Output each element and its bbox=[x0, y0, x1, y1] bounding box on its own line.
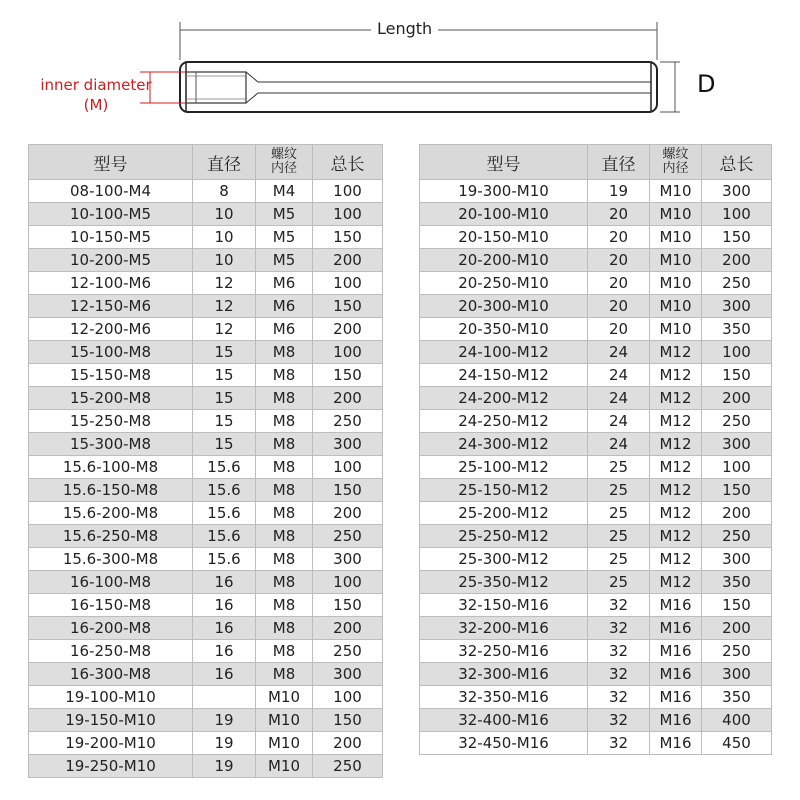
cell-diameter: 32 bbox=[588, 617, 650, 640]
table-row bbox=[420, 732, 772, 755]
table-row bbox=[420, 571, 772, 594]
header-model: 型号 bbox=[29, 145, 193, 180]
table-row bbox=[29, 571, 383, 594]
cell-length: 200 bbox=[702, 617, 772, 640]
cell-model: 12-200-M6 bbox=[29, 318, 193, 341]
cell-model: 25-200-M12 bbox=[420, 502, 588, 525]
cell-length: 100 bbox=[313, 571, 383, 594]
cell-diameter: 25 bbox=[588, 571, 650, 594]
cell-model: 24-200-M12 bbox=[420, 387, 588, 410]
cell-thread: M10 bbox=[650, 272, 702, 295]
header-thread-line1: 螺纹 bbox=[270, 147, 297, 162]
inner-diameter-label bbox=[32, 75, 160, 115]
cell-length: 150 bbox=[313, 709, 383, 732]
table-row bbox=[29, 663, 383, 686]
cell-length: 200 bbox=[313, 318, 383, 341]
table-row bbox=[29, 226, 383, 249]
cell-diameter: 8 bbox=[193, 180, 256, 203]
cell-diameter: 32 bbox=[588, 686, 650, 709]
cell-diameter: 20 bbox=[588, 226, 650, 249]
cell-length: 150 bbox=[313, 479, 383, 502]
cell-thread: M8 bbox=[256, 387, 313, 410]
cell-thread: M12 bbox=[650, 571, 702, 594]
cell-model: 32-400-M16 bbox=[420, 709, 588, 732]
table-row bbox=[420, 318, 772, 341]
cell-diameter: 15 bbox=[193, 387, 256, 410]
cell-thread: M12 bbox=[650, 502, 702, 525]
cell-thread: M10 bbox=[256, 709, 313, 732]
cell-thread: M8 bbox=[256, 410, 313, 433]
cell-diameter: 32 bbox=[588, 732, 650, 755]
table-row bbox=[29, 594, 383, 617]
table-row bbox=[29, 502, 383, 525]
table-row bbox=[420, 594, 772, 617]
cell-diameter: 16 bbox=[193, 571, 256, 594]
cell-length: 200 bbox=[313, 617, 383, 640]
cell-diameter: 24 bbox=[588, 410, 650, 433]
cell-length: 450 bbox=[702, 732, 772, 755]
cell-model: 08-100-M4 bbox=[29, 180, 193, 203]
table-row bbox=[420, 180, 772, 203]
cell-diameter: 25 bbox=[588, 479, 650, 502]
cell-thread: M8 bbox=[256, 341, 313, 364]
cell-model: 20-150-M10 bbox=[420, 226, 588, 249]
cell-model: 10-100-M5 bbox=[29, 203, 193, 226]
cell-length: 250 bbox=[702, 525, 772, 548]
cell-diameter: 19 bbox=[193, 755, 256, 778]
cell-diameter: 12 bbox=[193, 318, 256, 341]
cell-diameter: 15 bbox=[193, 433, 256, 456]
table-row bbox=[29, 272, 383, 295]
cell-thread: M12 bbox=[650, 341, 702, 364]
cell-model: 10-200-M5 bbox=[29, 249, 193, 272]
cell-length: 150 bbox=[313, 594, 383, 617]
table-row bbox=[420, 709, 772, 732]
cell-thread: M8 bbox=[256, 456, 313, 479]
cell-thread: M16 bbox=[650, 686, 702, 709]
cell-thread: M16 bbox=[650, 709, 702, 732]
cell-length: 150 bbox=[702, 594, 772, 617]
cell-model: 25-350-M12 bbox=[420, 571, 588, 594]
table-row bbox=[29, 479, 383, 502]
table-row bbox=[29, 755, 383, 778]
header-diameter: 直径 bbox=[588, 145, 650, 180]
cell-thread: M5 bbox=[256, 226, 313, 249]
cell-length: 150 bbox=[702, 364, 772, 387]
cell-length: 100 bbox=[313, 456, 383, 479]
cell-length: 150 bbox=[313, 295, 383, 318]
header-thread bbox=[256, 145, 313, 180]
cell-length: 250 bbox=[702, 640, 772, 663]
cell-length: 100 bbox=[702, 341, 772, 364]
cell-length: 300 bbox=[702, 663, 772, 686]
cell-thread: M16 bbox=[650, 732, 702, 755]
cell-diameter: 15.6 bbox=[193, 525, 256, 548]
cell-model: 15.6-200-M8 bbox=[29, 502, 193, 525]
cell-diameter: 16 bbox=[193, 617, 256, 640]
cell-model: 19-100-M10 bbox=[29, 686, 193, 709]
cell-model: 15.6-100-M8 bbox=[29, 456, 193, 479]
cell-thread: M8 bbox=[256, 640, 313, 663]
cell-diameter: 10 bbox=[193, 203, 256, 226]
cell-diameter: 32 bbox=[588, 594, 650, 617]
table-row bbox=[420, 617, 772, 640]
cell-length: 300 bbox=[702, 180, 772, 203]
cell-model: 10-150-M5 bbox=[29, 226, 193, 249]
table-row bbox=[420, 548, 772, 571]
table-row bbox=[420, 203, 772, 226]
table-row bbox=[420, 479, 772, 502]
table-row bbox=[29, 249, 383, 272]
cell-diameter: 24 bbox=[588, 364, 650, 387]
cell-thread: M5 bbox=[256, 249, 313, 272]
cell-thread: M8 bbox=[256, 502, 313, 525]
cell-model: 16-100-M8 bbox=[29, 571, 193, 594]
table-row bbox=[420, 272, 772, 295]
cell-length: 300 bbox=[313, 433, 383, 456]
cell-diameter: 15.6 bbox=[193, 548, 256, 571]
header-thread bbox=[650, 145, 702, 180]
header-diameter: 直径 bbox=[193, 145, 256, 180]
cell-diameter: 10 bbox=[193, 249, 256, 272]
cell-model: 15-300-M8 bbox=[29, 433, 193, 456]
cell-length: 200 bbox=[702, 502, 772, 525]
cell-length: 100 bbox=[313, 272, 383, 295]
spec-table-left bbox=[28, 144, 383, 778]
cell-model: 24-300-M12 bbox=[420, 433, 588, 456]
cell-diameter: 20 bbox=[588, 295, 650, 318]
cell-diameter: 15 bbox=[193, 364, 256, 387]
cell-length: 300 bbox=[702, 433, 772, 456]
table-row bbox=[29, 318, 383, 341]
cell-model: 16-300-M8 bbox=[29, 663, 193, 686]
cell-thread: M8 bbox=[256, 617, 313, 640]
table-row bbox=[420, 686, 772, 709]
cell-model: 24-150-M12 bbox=[420, 364, 588, 387]
header-thread-line2: 内径 bbox=[270, 161, 297, 176]
cell-model: 19-300-M10 bbox=[420, 180, 588, 203]
cell-length: 150 bbox=[702, 479, 772, 502]
cell-model: 15-100-M8 bbox=[29, 341, 193, 364]
cell-diameter: 25 bbox=[588, 502, 650, 525]
cell-length: 150 bbox=[313, 226, 383, 249]
cell-length: 300 bbox=[702, 548, 772, 571]
table-row bbox=[420, 295, 772, 318]
cell-length: 300 bbox=[313, 548, 383, 571]
cell-length: 200 bbox=[313, 249, 383, 272]
cell-diameter: 15 bbox=[193, 341, 256, 364]
table-row bbox=[29, 617, 383, 640]
cell-thread: M6 bbox=[256, 272, 313, 295]
cell-thread: M4 bbox=[256, 180, 313, 203]
cell-thread: M8 bbox=[256, 525, 313, 548]
cell-thread: M8 bbox=[256, 594, 313, 617]
cell-model: 15-200-M8 bbox=[29, 387, 193, 410]
cell-thread: M10 bbox=[650, 318, 702, 341]
cell-length: 100 bbox=[702, 456, 772, 479]
cell-thread: M10 bbox=[256, 686, 313, 709]
cell-thread: M5 bbox=[256, 203, 313, 226]
cell-thread: M8 bbox=[256, 548, 313, 571]
cell-length: 150 bbox=[702, 226, 772, 249]
cell-length: 100 bbox=[313, 180, 383, 203]
header-model: 型号 bbox=[420, 145, 588, 180]
table-row bbox=[29, 686, 383, 709]
cell-thread: M10 bbox=[256, 732, 313, 755]
cell-length: 350 bbox=[702, 318, 772, 341]
cell-thread: M12 bbox=[650, 433, 702, 456]
table-row bbox=[29, 410, 383, 433]
table-row bbox=[420, 502, 772, 525]
cell-diameter: 32 bbox=[588, 709, 650, 732]
cell-length: 250 bbox=[313, 525, 383, 548]
table-row bbox=[29, 180, 383, 203]
cell-model: 20-100-M10 bbox=[420, 203, 588, 226]
cell-model: 24-250-M12 bbox=[420, 410, 588, 433]
table-row bbox=[420, 663, 772, 686]
cell-diameter: 20 bbox=[588, 318, 650, 341]
cell-model: 19-200-M10 bbox=[29, 732, 193, 755]
table-row bbox=[29, 548, 383, 571]
cell-thread: M16 bbox=[650, 617, 702, 640]
cell-model: 20-250-M10 bbox=[420, 272, 588, 295]
table-row bbox=[420, 341, 772, 364]
diameter-label: D bbox=[697, 70, 716, 98]
cell-model: 20-300-M10 bbox=[420, 295, 588, 318]
cell-diameter: 20 bbox=[588, 203, 650, 226]
cell-model: 20-200-M10 bbox=[420, 249, 588, 272]
cell-thread: M12 bbox=[650, 548, 702, 571]
table-header-row bbox=[420, 145, 772, 180]
cell-thread: M16 bbox=[650, 594, 702, 617]
cell-diameter bbox=[193, 686, 256, 709]
cell-model: 25-300-M12 bbox=[420, 548, 588, 571]
cell-diameter: 25 bbox=[588, 548, 650, 571]
table-row bbox=[420, 226, 772, 249]
cell-model: 16-150-M8 bbox=[29, 594, 193, 617]
cell-length: 100 bbox=[313, 341, 383, 364]
table-row bbox=[29, 387, 383, 410]
cell-diameter: 15.6 bbox=[193, 456, 256, 479]
length-label: Length bbox=[371, 19, 438, 38]
cell-thread: M16 bbox=[650, 663, 702, 686]
cell-thread: M12 bbox=[650, 525, 702, 548]
cell-length: 250 bbox=[702, 410, 772, 433]
cell-diameter: 25 bbox=[588, 525, 650, 548]
table-row bbox=[420, 364, 772, 387]
cell-diameter: 20 bbox=[588, 272, 650, 295]
cell-length: 250 bbox=[313, 640, 383, 663]
spec-table-right bbox=[419, 144, 772, 755]
inner-diameter-line1: inner diameter bbox=[40, 76, 152, 94]
cell-thread: M10 bbox=[650, 226, 702, 249]
cell-length: 300 bbox=[313, 663, 383, 686]
header-thread-line2: 内径 bbox=[662, 161, 689, 176]
cell-model: 32-150-M16 bbox=[420, 594, 588, 617]
cell-diameter: 32 bbox=[588, 640, 650, 663]
cell-model: 15-250-M8 bbox=[29, 410, 193, 433]
cell-model: 19-150-M10 bbox=[29, 709, 193, 732]
cell-model: 15.6-150-M8 bbox=[29, 479, 193, 502]
header-thread-line1: 螺纹 bbox=[662, 147, 689, 162]
cell-thread: M10 bbox=[650, 203, 702, 226]
cell-model: 25-100-M12 bbox=[420, 456, 588, 479]
cell-thread: M12 bbox=[650, 479, 702, 502]
cell-thread: M10 bbox=[650, 249, 702, 272]
cell-length: 250 bbox=[702, 272, 772, 295]
cell-diameter: 12 bbox=[193, 272, 256, 295]
cell-thread: M8 bbox=[256, 364, 313, 387]
cell-model: 32-200-M16 bbox=[420, 617, 588, 640]
cell-diameter: 10 bbox=[193, 226, 256, 249]
cell-length: 100 bbox=[313, 686, 383, 709]
cell-length: 350 bbox=[702, 571, 772, 594]
table-row bbox=[420, 640, 772, 663]
cell-model: 32-250-M16 bbox=[420, 640, 588, 663]
table-row bbox=[420, 525, 772, 548]
table-row bbox=[420, 410, 772, 433]
table-row bbox=[420, 456, 772, 479]
cell-model: 19-250-M10 bbox=[29, 755, 193, 778]
cell-thread: M8 bbox=[256, 663, 313, 686]
cell-length: 150 bbox=[313, 364, 383, 387]
table-row bbox=[29, 433, 383, 456]
cell-diameter: 15 bbox=[193, 410, 256, 433]
cell-thread: M8 bbox=[256, 433, 313, 456]
cell-length: 100 bbox=[702, 203, 772, 226]
table-row bbox=[29, 203, 383, 226]
cell-diameter: 16 bbox=[193, 640, 256, 663]
cell-thread: M12 bbox=[650, 456, 702, 479]
table-row bbox=[29, 341, 383, 364]
cell-length: 250 bbox=[313, 410, 383, 433]
table-row bbox=[29, 295, 383, 318]
cell-length: 200 bbox=[313, 502, 383, 525]
cell-model: 16-200-M8 bbox=[29, 617, 193, 640]
cell-thread: M10 bbox=[256, 755, 313, 778]
cell-thread: M12 bbox=[650, 410, 702, 433]
inner-diameter-line2: (M) bbox=[83, 96, 109, 114]
cell-model: 15.6-300-M8 bbox=[29, 548, 193, 571]
cell-thread: M16 bbox=[650, 640, 702, 663]
cell-diameter: 19 bbox=[193, 732, 256, 755]
cell-model: 32-450-M16 bbox=[420, 732, 588, 755]
cell-model: 25-250-M12 bbox=[420, 525, 588, 548]
cell-length: 250 bbox=[313, 755, 383, 778]
cell-diameter: 24 bbox=[588, 433, 650, 456]
cell-length: 350 bbox=[702, 686, 772, 709]
table-row bbox=[420, 249, 772, 272]
cell-thread: M10 bbox=[650, 180, 702, 203]
table-row bbox=[29, 364, 383, 387]
cell-diameter: 16 bbox=[193, 594, 256, 617]
cell-thread: M6 bbox=[256, 295, 313, 318]
cell-model: 16-250-M8 bbox=[29, 640, 193, 663]
cell-model: 12-100-M6 bbox=[29, 272, 193, 295]
header-length: 总长 bbox=[702, 145, 772, 180]
cell-diameter: 12 bbox=[193, 295, 256, 318]
cell-model: 15-150-M8 bbox=[29, 364, 193, 387]
cell-diameter: 19 bbox=[193, 709, 256, 732]
table-row bbox=[420, 433, 772, 456]
cell-thread: M10 bbox=[650, 295, 702, 318]
pin-diagram bbox=[0, 0, 800, 135]
cell-length: 200 bbox=[313, 387, 383, 410]
cell-thread: M8 bbox=[256, 571, 313, 594]
cell-diameter: 20 bbox=[588, 249, 650, 272]
cell-length: 200 bbox=[702, 249, 772, 272]
table-row bbox=[29, 640, 383, 663]
table-row bbox=[29, 525, 383, 548]
header-length: 总长 bbox=[313, 145, 383, 180]
cell-model: 15.6-250-M8 bbox=[29, 525, 193, 548]
table-row bbox=[420, 387, 772, 410]
cell-length: 300 bbox=[702, 295, 772, 318]
cell-diameter: 24 bbox=[588, 387, 650, 410]
cell-model: 32-350-M16 bbox=[420, 686, 588, 709]
cell-diameter: 19 bbox=[588, 180, 650, 203]
cell-diameter: 15.6 bbox=[193, 479, 256, 502]
cell-length: 200 bbox=[313, 732, 383, 755]
cell-thread: M8 bbox=[256, 479, 313, 502]
cell-diameter: 16 bbox=[193, 663, 256, 686]
cell-diameter: 15.6 bbox=[193, 502, 256, 525]
cell-length: 200 bbox=[702, 387, 772, 410]
table-header-row bbox=[29, 145, 383, 180]
cell-thread: M12 bbox=[650, 364, 702, 387]
cell-diameter: 32 bbox=[588, 663, 650, 686]
table-row bbox=[29, 456, 383, 479]
cell-diameter: 24 bbox=[588, 341, 650, 364]
table-row bbox=[29, 709, 383, 732]
cell-model: 12-150-M6 bbox=[29, 295, 193, 318]
table-row bbox=[29, 732, 383, 755]
cell-length: 400 bbox=[702, 709, 772, 732]
cell-model: 24-100-M12 bbox=[420, 341, 588, 364]
cell-length: 100 bbox=[313, 203, 383, 226]
cell-thread: M12 bbox=[650, 387, 702, 410]
cell-model: 32-300-M16 bbox=[420, 663, 588, 686]
cell-thread: M6 bbox=[256, 318, 313, 341]
cell-model: 20-350-M10 bbox=[420, 318, 588, 341]
cell-model: 25-150-M12 bbox=[420, 479, 588, 502]
cell-diameter: 25 bbox=[588, 456, 650, 479]
